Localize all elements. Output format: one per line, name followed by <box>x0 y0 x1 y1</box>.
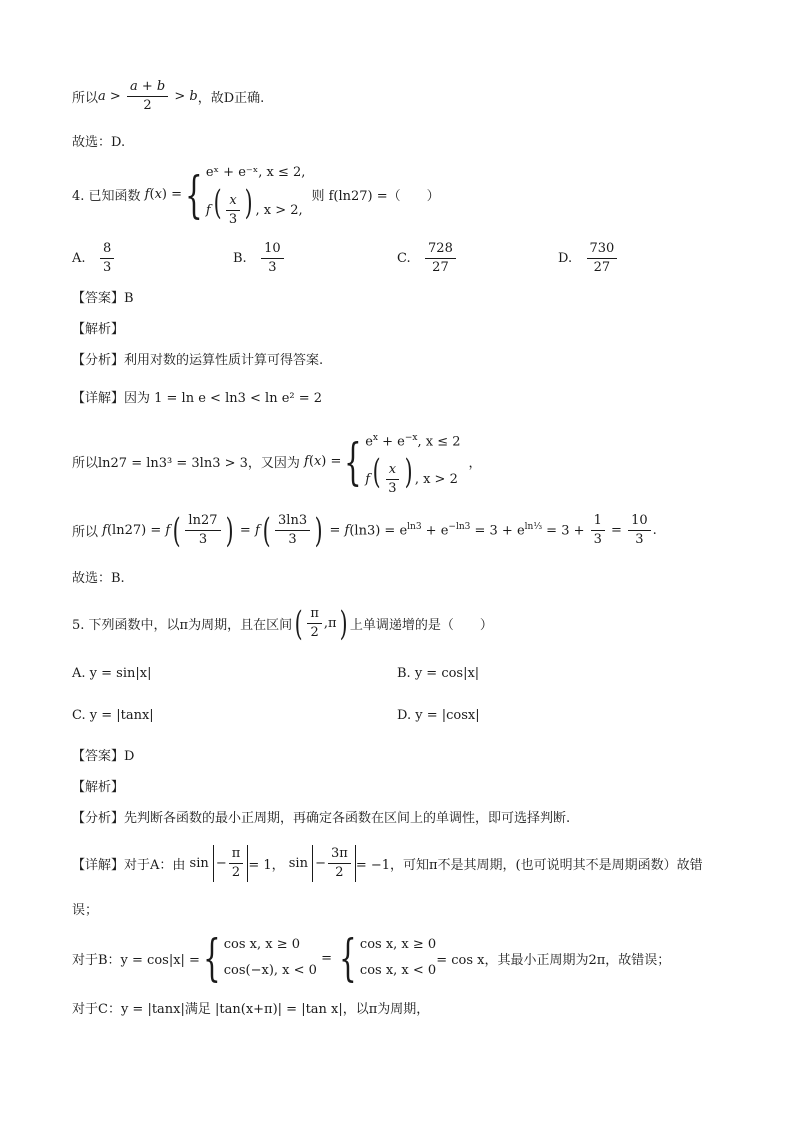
option-a[interactable]: A. $\frac{8}{3}$ <box>72 240 116 277</box>
answer-4: 【答案】B <box>72 291 134 306</box>
line-ln27: 所以ln27 = ln3³ = 3ln3 > 3，又因为 f ( x ) = { $e^x + e^{-x}$, x ≤ 2 f( $\frac{x}{3}$ ) , x > 2 ， <box>72 425 482 498</box>
q5-option-b[interactable]: B. y = cos|x| <box>397 666 480 681</box>
line-choose-d: 故选：D. <box>72 135 126 150</box>
answer-5: 【答案】D <box>72 749 135 764</box>
fraction-a-plus-b-over-2: $\frac{a + b}{2}$ <box>127 78 168 115</box>
jiexi-4: 【解析】 <box>72 322 125 337</box>
fenxi-5: 【分析】先判断各函数的最小正周期，再确定各函数在区间上的单调性，即可选择判断. <box>72 811 571 826</box>
for-b: 对于B：y = cos|x| = { cos x, x ≥ 0 cos(−x), x < 0 = { cos x, x ≥ 0 cos x, x < 0 = cos x，其最小正周期为2π，故错误； <box>72 929 671 987</box>
question-4: 4. 已知函数 f ( x ) = { eˣ + e⁻ˣ, x ≤ 2, f( $\frac{x}{3}$ ) , x > 2, 则 f(ln27) =（ ） <box>72 160 440 229</box>
brace-icon: { <box>203 929 221 987</box>
piecewise-cases-2: $e^x + e^{-x}$, x ≤ 2 f( $\frac{x}{3}$ ) , x > 2 <box>365 433 461 497</box>
brace-icon: { <box>344 432 363 491</box>
option-c[interactable]: C. $\frac{728}{27}$ <box>397 240 458 277</box>
line-choose-b: 故选：B. <box>72 571 125 586</box>
piecewise-cases: eˣ + e⁻ˣ, x ≤ 2, f( $\frac{x}{3}$ ) , x > 2, <box>205 165 306 227</box>
line-conclusion-d: 所以 a > $\frac{a + b}{2}$ > b ，故D正确. <box>72 79 265 113</box>
jiexi-5: 【解析】 <box>72 780 125 795</box>
for-c: 对于C：y = |tanx|满足 |tan(x+π)| = |tan x|，以π为周期， <box>72 1002 430 1017</box>
brace-icon: { <box>185 165 203 224</box>
question-5: 5. 下列函数中，以π为周期，且在区间 ( $\frac{\pi}{2}$ ,π ) 上单调递增的是（ ） <box>72 603 493 644</box>
option-d[interactable]: D. $\frac{730}{27}$ <box>558 240 619 277</box>
xiangjie-4: 【详解】因为 1 = ln e < ln3 < ln e² = 2 <box>72 391 323 406</box>
line-wu: 误； <box>72 903 99 918</box>
option-b[interactable]: B. $\frac{10}{3}$ <box>233 240 286 277</box>
line-calc: 所以 f (ln27) = f ( $\frac{\ln 27}{3}$ ) = f ( $\frac{3\ln 3}{3}$ ) = f $(\ln 3) = e^{ln3} + e^{-ln3} = 3 + e^{ln\frac{1}{3}} = 3$ + $\frac{1}{3}$ = $\frac{10}{3}$ . <box>72 510 657 551</box>
brace-icon: { <box>339 929 357 987</box>
q5-option-d[interactable]: D. y = |cosx| <box>397 708 480 723</box>
fenxi-4: 【分析】利用对数的运算性质计算可得答案. <box>72 353 324 368</box>
q5-option-c[interactable]: C. y = |tanx| <box>72 708 154 723</box>
xiangjie-5: 【详解】对于A：由 sin − $\frac{\pi}{2}$ = 1， sin − $\frac{3\pi}{2}$ = −1，可知π不是其周期，(也可说明其不是周期函数）故错 <box>72 846 703 880</box>
q5-option-a[interactable]: A. y = sin|x| <box>72 666 152 681</box>
